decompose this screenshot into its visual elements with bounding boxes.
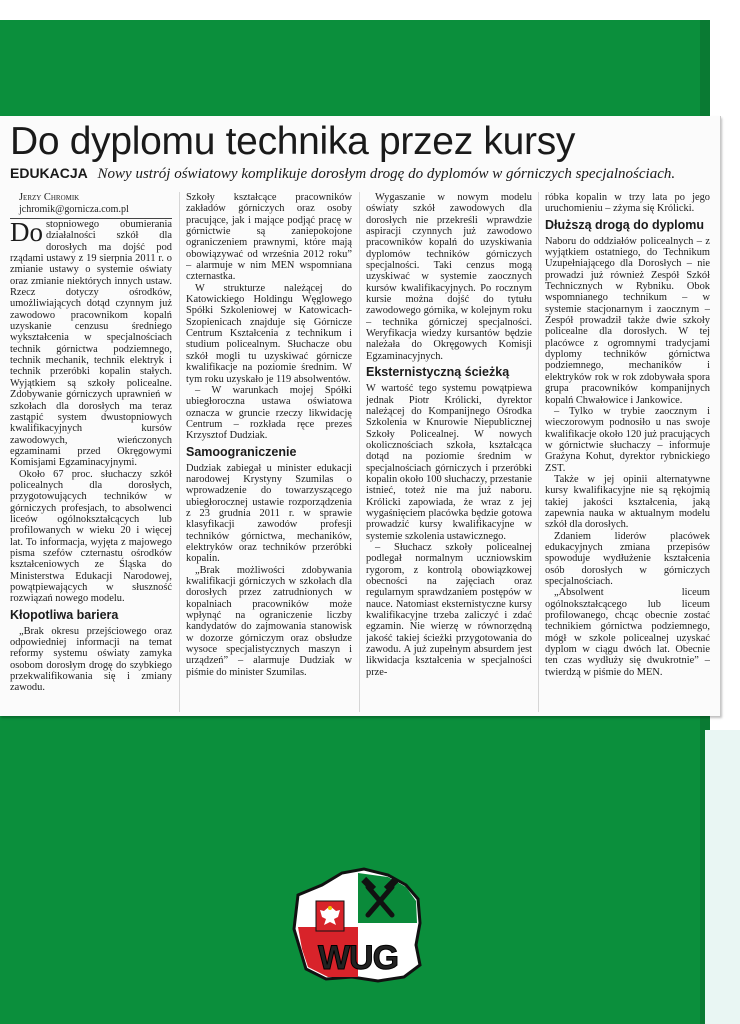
paragraph: W wartość tego systemu powątpiewa jednak Piotr Królicki, dyrektor należącej do Kompanijnego Ośrodka Szkolenia w Knurowie Niepublicznej Szkoły Policealnej. W nowych okolicznościach szkoła, kształcąca dotąd na poziomie średnim w specjalnościach górniczych i przeróbki kopalin około 100 słuchaczy, przestanie istnieć, toteż nie ma już naboru. Królicki zapowiada, że wraz z jej wygaśnięciem placówka będzie gotowa prowadzić kursy kwalifikacyjne w systemie szkolenia ustawicznego. — [366, 383, 532, 542]
paragraph: W strukturze należącej do Katowickiego Holdingu Węglowego Spółki Szkoleniowej w Katowicach-Szopienicach znajduje się Górnicze Centrum Kształcenia z technikum i studium policealnym. Słuchacze obu szkół mogli tu uzyskiwać górnicze kwalifikacje na poziomie średnim. W tym roku uzyskało je 119 absolwentów. — [186, 282, 352, 385]
top-margin — [0, 0, 740, 20]
article-column-3 — [366, 192, 532, 712]
author-email: jchromik@gornicza.com.pl — [10, 204, 172, 220]
subheading: Samoograniczenie — [186, 444, 297, 459]
newspaper-clipping — [0, 116, 721, 716]
paragraph: Szkoły kształcące pracowników zakładów górniczych oraz osoby pracujące, jak i mające podjąć pracę w górnictwie są zaniepokojone ograniczeniem prawnymi, które mają obowiązywać od września 2012 roku” – alarmuje w nim MEN wspomniana czternastka. — [186, 192, 352, 283]
article-column-1 — [10, 192, 172, 712]
paragraph: „Brak możliwości zdobywania kwalifikacji górniczych w szkołach dla dorosłych przez zatrudnionych w kopalniach pracowników może wpłynąć na ograniczenie liczby kandydatów do zajmowania stanowisk w dozorze górniczym oraz obsłudze wysoce specjalistycznych maszyn i urządzeń” – alarmuje Dudziak w piśmie do minister Szumilas. — [186, 564, 352, 678]
logo-text: WUG — [317, 939, 399, 977]
subheading: Dłuższą drogą do dyplomu — [545, 217, 705, 232]
article-headline: Do dyplomu technika przez kursy — [10, 120, 576, 163]
paragraph: – W warunkach mojej Spółki ubiegłoroczna ustawa oświatowa oznacza w gruncie rzeczy likwidację Centrum – rozkłada ręce prezes Krzysztof Dudziak. — [186, 384, 352, 442]
paragraph: „Absolwent liceum ogólnokształcącego lub liceum profilowanego, chcąc obecnie zostać technikiem górnictwa podziemnego, mógł w szkole policealnej uzyskać dyplom w ciągu dwóch lat. Obecnie ten czas wydłuży się dwukrotnie” – twierdzą w piśmie do MEN. — [545, 587, 710, 678]
subheading: Eksternistyczną ścieżką — [366, 365, 510, 380]
paragraph: „Brak okresu przejściowego oraz odpowiedniej informacji na temat reformy systemu oświaty zamyka osobom dorosłym drogę do szybkiego przekwalifikowania się i zmiany zawodu. — [10, 625, 172, 694]
drop-cap: Do — [10, 217, 43, 247]
paragraph: – Tylko w trybie zaocznym i wieczorowym podnosiło u nas swoje kwalifikacje około 120 już pracujących w górnictwie słuchaczy – informuje Grażyna Kohut, dyrektor rybnickiego ZST. — [545, 405, 710, 474]
article-column-2 — [186, 192, 352, 712]
subheading: Kłopotliwa bariera — [10, 607, 119, 622]
paragraph: Około 67 proc. słuchaczy szkół policealnych dla dorosłych, przygotowujących techników w górniczych profesjach, to absolwenci liceów ogólnokształcących lub profilowanych w wieku 20 i więcej lat. To informacja, wyjęta z majowego pisma szefów czternastu ośrodków kształceniowych ze Śląska do Ministerstwa Edukacji Narodowej, powątpiewających w słuszność rozwiązań nowego modelu. — [10, 468, 172, 605]
wug-logo — [292, 865, 424, 983]
author-name: Jerzy Chromik — [19, 192, 80, 203]
paragraph: Wygaszanie w nowym modelu oświaty szkół zawodowych dla dorosłych nie przekreśli wprawdzie aspiracji czynnych już zawodowo pracowników kopalń do uzyskiwania dyplomów techników górniczych specjalności. Taki cenzus mogą uzyskiwać w systemie zaocznych kursów kwalifikacyjnych. Po rocznym kursie można dojść do tytułu zawodowego górnika, w kolejnym roku – technika górniczej specjalności. Weryfikacja wiedzy kursantów będzie należała do Okręgowych Komisji Egzaminacyjnych. — [366, 192, 532, 362]
paragraph: – Słuchacz szkoły policealnej podlegał normalnym uczniowskim rygorom, z kontrolą obowiązkowej obecności na zajęciach oraz regularnym sprawdzaniem postępów w nauce. Natomiast eksternistyczne kursy kwalifikacyjne trzeba zaliczyć i zdać egzamin. Nie wierzę w równorzędną jakość takiej ścieżki przygotowania do zawodu. A już zupełnym absurdem jest likwidacja kształcenia w specjalności prze- — [366, 541, 532, 678]
paragraph: Dudziak zabiegał u minister edukacji narodowej Krystyny Szumilas o wprowadzenie do towarzyszącego ubiegłorocznej ustawie rozporządzenia z 23 grudnia 2011 r. w sprawie klasyfikacji zawodów profesji techników górnictwa, mechaników, elektryków oraz techników przeróbki kopalin. — [186, 462, 352, 565]
article-lead: Nowy ustrój oświatowy komplikuje dorosłym drogę do dyplomów w górniczych specjalnościach. — [97, 166, 676, 182]
column-divider — [359, 192, 360, 712]
paragraph: Także w jej opinii alternatywne kursy kwalifikacyjne nie są rękojmią takiej jakości kształcenia, jaką zapewnia nauka w aktualnym modelu szkół dla dorosłych. — [545, 473, 710, 531]
paragraph: róbka kopalin w trzy lata po jego uruchomieniu – zżyma się Królicki. — [545, 192, 710, 215]
article-column-4 — [545, 192, 710, 712]
column-divider — [179, 192, 180, 712]
paragraph: Naboru do oddziałów policealnych – z wyjątkiem ostatniego, do Technikum Uzupełniającego dla Dorosłych – nie prowadzi już również Zespół Szkół Technicznych w Rybniku. Obok wspomnianego technikum – w systemie stacjonarnym i zaocznym – Zespół prowadził także dwie szkoły policealne dla dorosłych. W tej placówce z ogromnymi tradycjami dyplomy techników górnictwa podziemnego, mechaników i elektryków rok w rok zdobywała spora grupa pracowników kompanijnych kopalń Chwałowice i Jankowice. — [545, 235, 710, 406]
paragraph: Zdaniem liderów placówek edukacyjnych zmiana przepisów spowoduje wydłużenie kształcenia osób dorosłych w górniczych specjalnościach. — [545, 530, 710, 587]
side-paper-strip — [705, 730, 740, 1024]
article-kicker-line — [10, 164, 715, 183]
paragraph: Do stopniowego obumierania działalności szkół dla dorosłych ma dojść pod rządami ustawy z 19 sierpnia 2011 r. o zmianie ustawy o systemie oświaty oraz zmianie niektórych innych ustaw. Rzecz dotyczy ośrodków, umożliwiających dotąd czynnym już zawodowo pracownikom kopalń uzyskanie cenzusu średniego wykształcenia w specjalnościach technik górnictwa podziemnego, technik mechanik, technik elektryk i technik przeróbki kopalin stałych. Wyjątkiem są szkoły policealne. Zdobywanie górniczych uprawnień w szkołach dla dorosłych ma teraz zastąpić system dwustopniowych kwalifikacyjnych kursów zawodowych, wieńczonych egzaminami przed Okręgowymi Komisjami Egzaminacyjnymi. — [10, 217, 172, 469]
section-kicker: EDUKACJA — [10, 165, 88, 181]
column-divider — [538, 192, 539, 712]
